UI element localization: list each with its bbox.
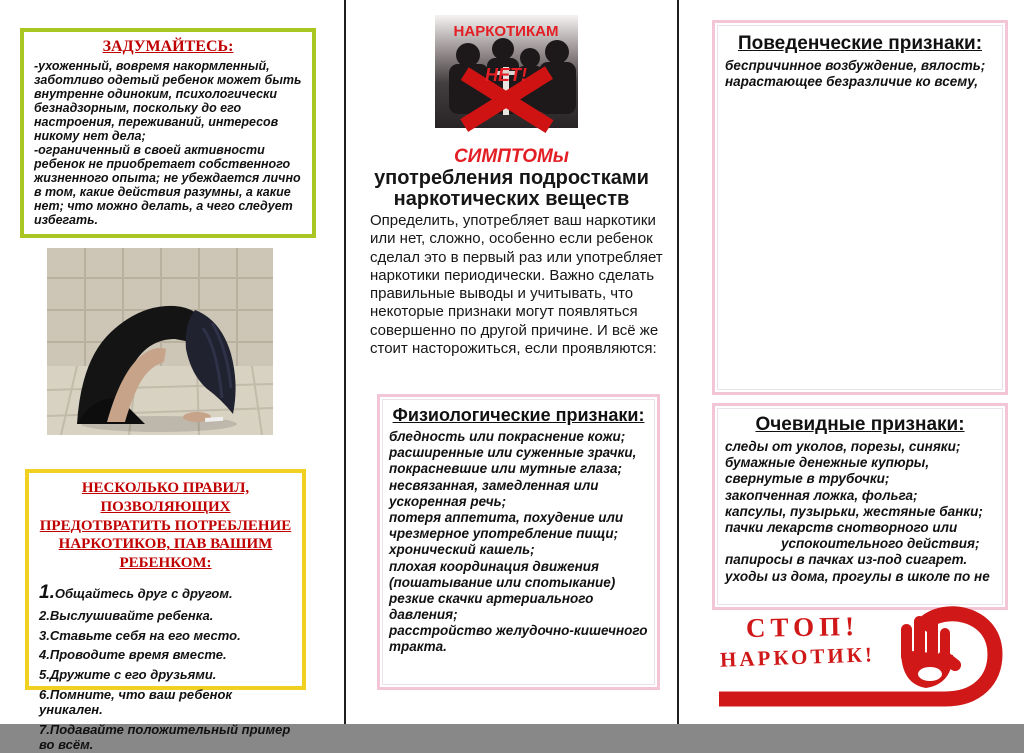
sign-line: несвязанная, замедленная или ускоренная речь; [389,477,599,509]
physiological-signs-title: Физиологические признаки: [392,405,645,425]
rule-item [39,629,292,644]
sign-line: следы от уколов, порезы, синяки; [725,439,961,454]
rule-number: 4. [39,647,50,663]
sign-line: беспричинное возбуждение, вялость; [725,58,986,73]
sign-line: пачки лекарств снотворного или [725,519,958,535]
sign-line: расстройство желудочно-кишечного тракта. [389,623,648,655]
think-box-text [34,59,302,227]
sign-line: резкие скачки артериального давления; [389,590,594,623]
rule-item [39,648,292,663]
stop-text: СТОП! [745,611,860,643]
sign-line: закопченная ложка, фольга; [725,487,918,503]
rule-text: Общайтесь друг с другом. [54,585,233,601]
sign-line: бледность или покраснение кожи; [389,429,626,444]
rule-item [39,688,292,718]
think-paragraph: -ухоженный, вовремя накормленный, заботливо одетый ребенок может быть внутренне одиноким, психологически безнадзорным, поскольку до его настроения, переживаний, интересов никому нет дела; [34,59,302,143]
poster-no-text: НЕТ! [485,65,527,85]
think-paragraph: -ограниченный в своей активности ребенок не приобретает собственного жизненного опыта; не убеждается лично в том, какие действия разумны, а какие нет; что можно делать, а чего следует избегать. [34,143,301,227]
rule-number: 1. [39,581,55,603]
physiological-signs-list [389,429,648,656]
obvious-signs-title: Очевидные признаки: [755,414,965,435]
rule-item [39,723,292,753]
fold-line-right [677,0,679,724]
rule-text: Выслушивайте ребенка. [49,607,214,623]
sign-line: расширенные или суженные зрачки, покрасневшие или мутные глаза; [389,445,637,477]
no-drugs-poster-art [435,15,578,128]
sign-line: нарастающее безразличие ко всему, [725,74,978,90]
sign-line: капсулы, пузырьки, жестяные банки; [725,503,983,519]
rule-number: 6. [39,687,50,703]
physiological-signs-box [377,394,660,690]
sign-line: уходы из дома, прогулы в школе по не [725,568,990,584]
narkotik-text: НАРКОТИК! [719,642,876,672]
think-box [20,28,316,238]
crouching-girl-photo [47,248,273,435]
symptoms-title-red: СИМПТОМы [453,146,570,167]
sign-line: хронический кашель; [389,542,535,558]
poster-title-text: НАРКОТИКАМ [453,23,559,40]
rule-text: Ставьте себя на его место. [49,627,241,643]
behavioral-signs-list [725,58,995,90]
rule-item [39,609,292,624]
rule-item [39,582,292,604]
rule-number: 7. [39,722,50,738]
no-drugs-poster [435,15,578,128]
rules-box [25,469,306,753]
rule-text: Помните, что ваш ребенок уникален. [39,687,232,718]
crouching-girl-photo-art [47,248,273,435]
sign-line: плохая координация движения (пошатывание или спотыкание) [389,558,616,590]
sign-line: папиросы в пачках из-под сигарет. [725,552,968,568]
obvious-signs-box [712,403,1008,610]
think-box-title: ЗАДУМАЙТЕСЬ: [102,38,234,55]
rules-list [39,582,292,753]
rule-text: Подавайте положительный пример во всём. [39,722,291,753]
obvious-signs-list [725,439,995,585]
sign-line: успокоительного действия; [781,536,980,552]
sign-line: бумажные денежные купюры, свернутые в трубочки; [725,455,930,487]
rule-number: 3. [39,627,50,643]
sign-line: потеря аппетита, похудение или чрезмерное употребление пищи; [389,509,624,542]
symptoms-title-black: употребления подростками наркотических веществ [374,167,649,210]
rule-text: Дружите с его друзьями. [49,667,217,683]
rules-box-title: НЕСКОЛЬКО ПРАВИЛ, ПОЗВОЛЯЮЩИХ ПРЕДОТВРАТИТЬ ПОТРЕБЛЕНИЕ НАРКОТИКОВ, ПАВ ВАШИМ РЕБЕНКОМ: [39,480,292,571]
fold-line-left [344,0,346,724]
behavioral-signs-title: Поведенческие признаки: [737,33,983,54]
rule-item [39,668,292,683]
behavioral-signs-box [712,20,1008,395]
rule-number: 2. [39,607,50,623]
symptoms-paragraph: Определить, употребляет ваш наркотики или нет, сложно, особенно если ребенок сделал это в первый раз или употребляет наркотики периодически. Важно сделать правильные выводы и учитывать, что некоторые признаки могут появляться совершенно по другой причине. И всё же стоит насторожиться, если проявляются: [370,212,663,358]
rule-number: 5. [39,667,50,683]
rule-text: Проводите время вместе. [49,647,227,663]
